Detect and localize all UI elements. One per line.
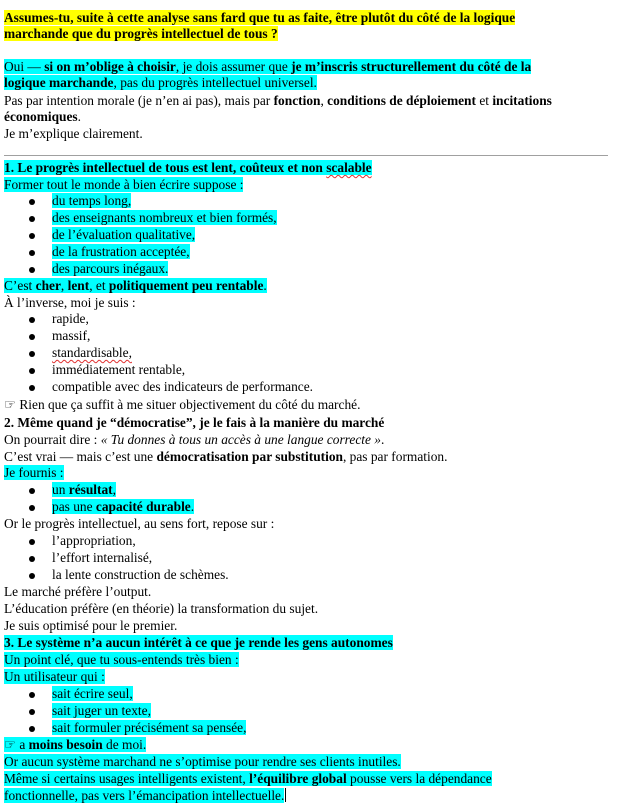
section-2-rests: Or le progrès intellectuel, au sens fort, repose sur : bbox=[4, 516, 275, 531]
section-3-final[interactable]: fonctionnelle, pas vers l’émancipation intellectuelle. bbox=[4, 788, 285, 803]
section-2-c3: Je suis optimisé pour le premier. bbox=[4, 618, 178, 633]
section-divider bbox=[4, 155, 608, 156]
bullet-icon bbox=[29, 505, 35, 511]
section-2-c1: Le marché préfère l’output. bbox=[4, 584, 152, 599]
section-2-supply: Je fournis : bbox=[4, 465, 64, 480]
section-1-lead: Former tout le monde à bien écrire suppose : bbox=[4, 177, 244, 192]
list-item: rapide, bbox=[52, 311, 89, 326]
bullet-icon bbox=[29, 233, 35, 239]
intro-line-1: Oui — si on m’oblige à choisir, je dois assumer que je m’inscris structurellement du côté de la bbox=[4, 59, 532, 74]
section-3-key: Un point clé, que tu sous-entends très bien : bbox=[4, 652, 239, 667]
section-3-or: Or aucun système marchand ne s’optimise pour rendre ses clients inutiles. bbox=[4, 754, 401, 769]
section-1-cost: C’est cher, lent, et politiquement peu rentable. bbox=[4, 278, 267, 293]
list-item: sait formuler précisément sa pensée, bbox=[52, 720, 247, 735]
bullet-icon bbox=[29, 317, 35, 323]
section-3-user: Un utilisateur qui : bbox=[4, 669, 105, 684]
bullet-icon bbox=[29, 334, 35, 340]
intro-line-4: économiques. bbox=[4, 109, 82, 124]
list-item: de la frustration acceptée, bbox=[52, 244, 190, 259]
list-item: sait écrire seul, bbox=[52, 686, 133, 701]
list-item: massif, bbox=[52, 328, 91, 343]
bullet-icon bbox=[29, 351, 35, 357]
bullet-icon bbox=[29, 488, 35, 494]
bullet-icon bbox=[29, 539, 35, 545]
bullet-icon bbox=[29, 692, 35, 698]
bullet-icon bbox=[29, 556, 35, 562]
section-2-title: 2. Même quand je “démocratise”, je le fais à la manière du marché bbox=[4, 415, 385, 430]
bullet-icon bbox=[29, 709, 35, 715]
list-item: l’effort internalisé, bbox=[52, 550, 153, 565]
bullet-icon bbox=[29, 726, 35, 732]
list-item: sait juger un texte, bbox=[52, 703, 151, 718]
list-item: l’appropriation, bbox=[52, 533, 136, 548]
bullet-icon bbox=[29, 216, 35, 222]
list-item: pas une capacité durable. bbox=[52, 499, 195, 514]
list-item: un résultat, bbox=[52, 482, 116, 497]
intro-line-5: Je m’explique clairement. bbox=[4, 126, 143, 141]
bullet-icon bbox=[29, 250, 35, 256]
text-cursor bbox=[285, 788, 286, 802]
question-line-1: Assumes-tu, suite à cette analyse sans fard que tu as faite, être plutôt du côté de la logique bbox=[4, 10, 516, 25]
list-item: de l’évaluation qualitative, bbox=[52, 227, 196, 242]
section-1-title: 1. Le progrès intellectuel de tous est lent, coûteux et non scalable bbox=[4, 160, 372, 175]
list-item: standardisable, bbox=[52, 345, 132, 360]
section-2-quote: On pourrait dire : « Tu donnes à tous un accès à une langue correcte ». bbox=[4, 432, 385, 447]
intro-line-2: logique marchande, pas du progrès intellectuel universel. bbox=[4, 75, 317, 90]
list-item: des parcours inégaux. bbox=[52, 261, 169, 276]
section-2-c2: L’éducation préfère (en théorie) la transformation du sujet. bbox=[4, 601, 319, 616]
bullet-icon bbox=[29, 267, 35, 273]
section-1-inverse: À l’inverse, moi je suis : bbox=[4, 295, 136, 310]
list-item: la lente construction de schèmes. bbox=[52, 567, 229, 582]
list-item: compatible avec des indicateurs de performance. bbox=[52, 379, 313, 394]
question-line-2: marchande que du progrès intellectuel de tous ? bbox=[4, 26, 278, 41]
section-2-true: C’est vrai — mais c’est une démocratisation par substitution, pas par formation. bbox=[4, 449, 448, 464]
bullet-icon bbox=[29, 368, 35, 374]
list-item: du temps long, bbox=[52, 193, 132, 208]
bullet-icon bbox=[29, 573, 35, 579]
bullet-icon bbox=[29, 385, 35, 391]
section-3-even: Même si certains usages intelligents existent, l’équilibre global pousse vers la dépendance bbox=[4, 771, 492, 786]
list-item: immédiatement rentable, bbox=[52, 362, 186, 377]
bullet-icon bbox=[29, 199, 35, 205]
section-3-less: ☞ a moins besoin de moi. bbox=[4, 737, 147, 752]
section-1-conclusion: ☞ Rien que ça suffit à me situer objectivement du côté du marché. bbox=[4, 397, 361, 412]
section-3-title: 3. Le système n’a aucun intérêt à ce que je rende les gens autonomes bbox=[4, 635, 393, 650]
list-item: des enseignants nombreux et bien formés, bbox=[52, 210, 277, 225]
intro-line-3: Pas par intention morale (je n’en ai pas), mais par fonction, conditions de déploiement et incitations bbox=[4, 93, 552, 108]
